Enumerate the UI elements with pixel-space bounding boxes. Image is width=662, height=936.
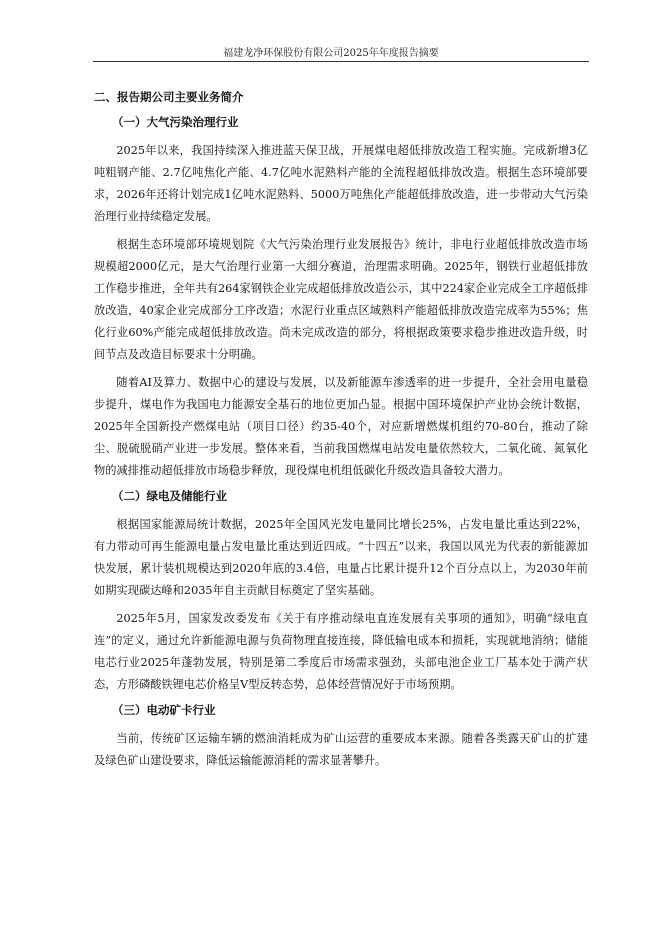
subsection-green-power-storage [94,488,588,696]
subsection-title: （三）电动矿卡行业 [112,703,216,717]
subsection-title: （一）大气污染治理行业 [112,115,239,129]
subsection-air-pollution [94,114,588,482]
section-title: 二、报告期公司主要业务简介 [94,90,244,104]
subsection-electric-mining-truck [94,702,588,772]
paragraph: 根据生态环境部环境规划院《大气污染治理行业发展报告》统计，非电行业超低排放改造市场规模超2000亿元，是大气治理行业第一大细分赛道，治理需求明确。2025年，钢铁行业超低排放工作稳步推进，全年共有264家钢铁企业完成超低排放改造公示，其中224家企业完成全工序超低排放改造，40家企业完成部分工序改造；水泥行业重点区域熟料产能超低排放改造完成率为55%；焦化行业60%产能完成超低排放改造。尚未完成改造的部分，将根据政策要求稳步推进改造升级，时间节点及改造目标要求十分明确。 [94,238,588,361]
paragraph: 2025年5月，国家发改委发布《关于有序推动绿电直连发展有关事项的通知》，明确“绿电直连”的定义，通过允许新能源电源与负荷物理直接连接，降低输电成本和损耗，实现就地消纳；储能电芯行业2025年蓬勃发展，特别是第二季度后市场需求强劲，头部电池企业工厂基本处于满产状态，方形磷酸铁锂电芯价格呈V型反转态势，总体经营情况好于市场预期。 [94,612,588,691]
paragraph: 随着AI及算力、数据中心的建设与发展，以及新能源车渗透率的进一步提升，全社会用电量稳步提升，煤电作为我国电力能源安全基石的地位更加凸显。根据中国环境保护产业协会统计数据，2025年全国新投产燃煤电站（项目口径）约35-40个，对应新增燃煤机组约70-80台，推动了除尘、脱硫脱硝产业进一步发展。整体来看，当前我国燃煤电站发电量依然较大，二氧化硫、氮氧化物的减排推动超低排放市场稳步释放，现役煤电机组低碳化升级改造具备较大潜力。 [94,376,588,477]
paragraph: 根据国家能源局统计数据，2025年全国风光发电量同比增长25%，占发电量比重达到22%，有力带动可再生能源电量占发电量比重达到近四成。“十四五”以来，我国以风光为代表的新能源加快发展，累计装机规模达到2020年底的3.4倍，电量占比累计提升12个百分点以上，为2030年前如期实现碳达峰和2035年自主贡献目标奠定了坚实基础。 [94,518,588,597]
subsection-title: （二）绿电及储能行业 [112,489,227,503]
paragraph: 2025年以来，我国持续深入推进蓝天保卫战，开展煤电超低排放改造工程实施。完成新增3亿吨粗钢产能、2.7亿吨焦化产能、4.7亿吨水泥熟料产能的全流程超低排放改造。根据生态环境部要求，2026年还将计划完成1亿吨水泥熟料、5000万吨焦化产能超低排放改造，进一步带动大气污染治理行业持续稳定发展。 [94,144,588,223]
header-divider [93,61,589,62]
paragraph: 当前，传统矿区运输车辆的燃油消耗成为矿山运营的重要成本来源。随着各类露天矿山的扩建及绿色矿山建设要求，降低运输能源消耗的需求显著攀升。 [94,732,588,767]
document-body [94,89,588,778]
page-header: 福建龙净环保股份有限公司2025年年度报告摘要 [223,48,439,59]
